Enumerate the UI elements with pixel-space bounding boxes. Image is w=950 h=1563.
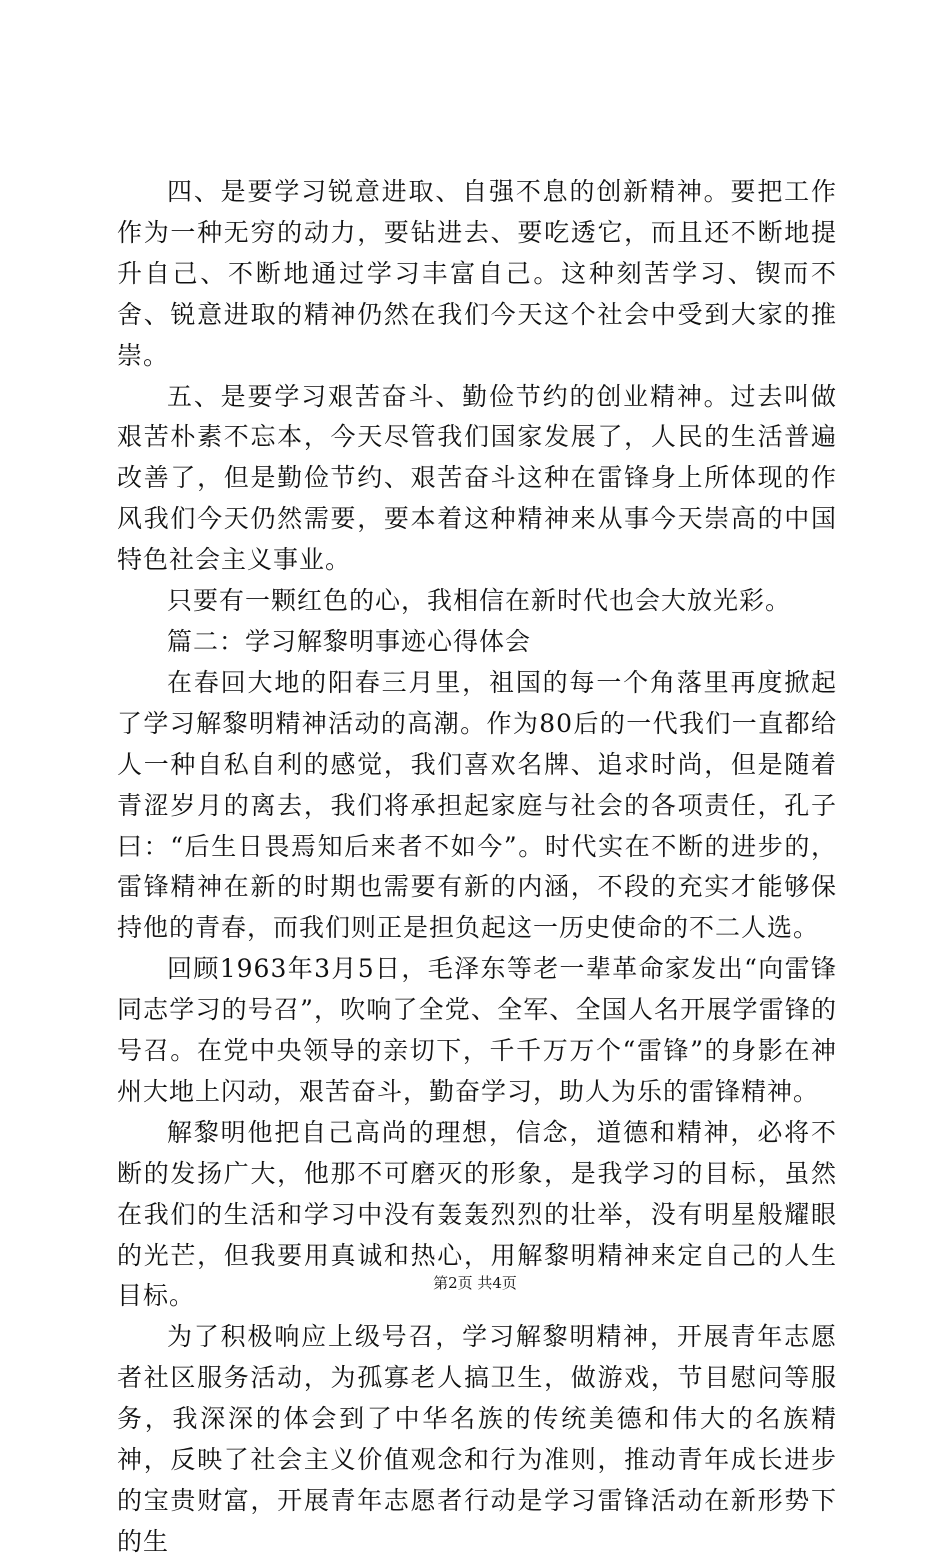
document-body — [117, 172, 837, 1563]
paragraph-spring: 在春回大地的阳春三月里，祖国的每一个角落里再度掀起了学习解黎明精神活动的高潮。作为80后的一代我们一直都给人一种自私自利的感觉，我们喜欢名牌、追求时尚，但是随着青涩岁月的离去，我们将承担起家庭与社会的各项责任，孔子曰：“后生日畏焉知后来者不如今”。时代实在不断的进步的，雷锋精神在新的时期也需要有新的内涵，不段的充实才能够保持他的青春，而我们则正是担负起这一历史使命的不二人选。 — [117, 667, 837, 943]
section-heading: 篇二：学习解黎明事迹心得体会 — [167, 626, 532, 656]
paragraph-review-1963: 回顾1963年3月5日，毛泽东等老一辈革命家发出“向雷锋同志学习的号召”，吹响了全党、全军、全国人名开展学雷锋的号召。在党中央领导的亲切下，千千万万个“雷锋”的身影在神州大地上闪动，艰苦奋斗，勤奋学习，助人为乐的雷锋精神。 — [117, 954, 837, 1106]
paragraph-five: 五、是要学习艰苦奋斗、勤俭节约的创业精神。过去叫做艰苦朴素不忘本，今天尽管我们国家发展了，人民的生活普遍改善了，但是勤俭节约、艰苦奋斗这种在雷锋身上所体现的作风我们今天仍然需要，要本着这种精神来从事今天崇高的中国特色社会主义事业。 — [117, 381, 837, 575]
page-footer: 第2页 共4页 — [433, 1274, 517, 1292]
paragraph-red-heart: 只要有一颗红色的心，我相信在新时代也会大放光彩。 — [167, 586, 792, 616]
paragraph-xie-liming: 解黎明他把自己高尚的理想，信念，道德和精神，必将不断的发扬广大，他那不可磨灭的形象，是我学习的目标，虽然在我们的生活和学习中没有轰轰烈烈的壮举，没有明星般耀眼的光芒，但我要用真诚和热心，用解黎明精神来定自己的人生目标。 — [117, 1117, 837, 1311]
paragraph-volunteer: 为了积极响应上级号召，学习解黎明精神，开展青年志愿者社区服务活动，为孤寡老人搞卫生，做游戏，节目慰问等服务，我深深的体会到了中华名族的传统美德和伟大的名族精神，反映了社会主义价值观念和行为准则，推动青年成长进步的宝贵财富，开展青年志愿者行动是学习雷锋活动在新形势下的生 — [117, 1322, 837, 1556]
paragraph-four: 四、是要学习锐意进取、自强不息的创新精神。要把工作作为一种无穷的动力，要钻进去、要吃透它，而且还不断地提升自己、不断地通过学习丰富自己。这种刻苦学习、锲而不舍、锐意进取的精神仍然在我们今天这个社会中受到大家的推崇。 — [117, 177, 837, 370]
